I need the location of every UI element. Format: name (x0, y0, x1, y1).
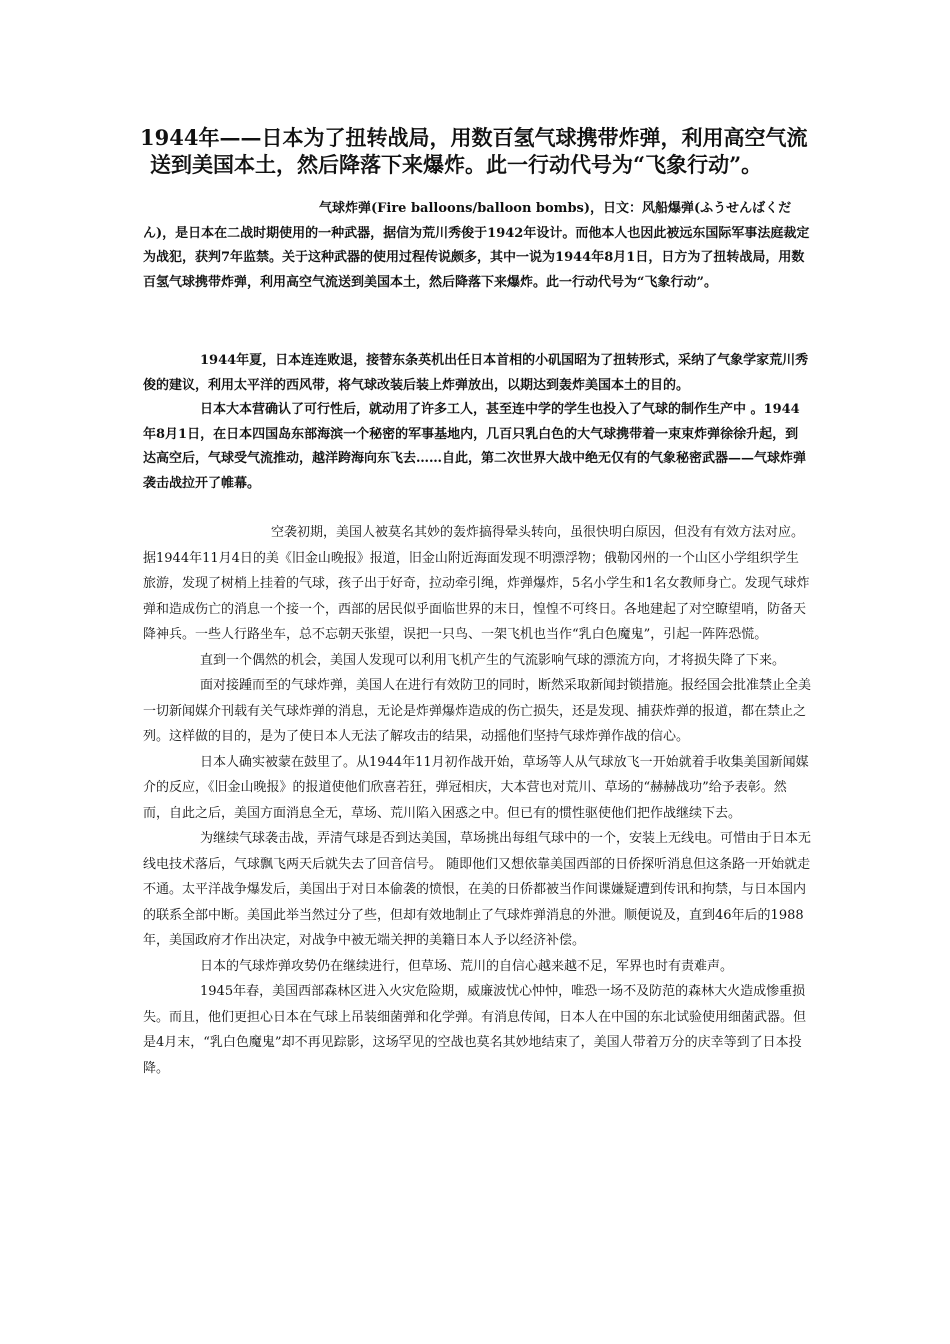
document-title (140, 124, 820, 178)
paragraph: 直到一个偶然的机会，美国人发现可以利用飞机产生的气流影响气球的漂流方向，才将损失降了下来。 (200, 652, 786, 668)
intro-paragraph: 气球炸弹(Fire balloons/balloon bombs)，日文：风船爆弹(ふうせんばくだん)，是日本在二战时期使用的一种武器，据信为荒川秀俊于1942年设计。而他本人也因此被远东国际军事法庭裁定为战犯，获判7年监禁。关于这种武器的使用过程传说颇多，其中一说为1944年8月1日，日方为了扭转战局，用数百氢气球携带炸弹，利用高空气流送到美国本土，然后降落下来爆炸。此一行动代号为“飞象行动”。 (143, 201, 810, 290)
paragraph: 为继续气球袭击战，弄清气球是否到达美国，草场挑出每组气球中的一个，安装上无线电。可惜由于日本无线电技术落后，气球飘飞两天后就失去了回音信号。 随即他们又想依靠美国西部的日侨探听消息但这条路一开始就走不通。太平洋战争爆发后，美国出于对日本偷袭的愤恨，在美的日侨都被当作间谍嫌疑遭到传讯和拘禁，与日本国内的联系全部中断。美国此举当然过分了些，但却有效地制止了气球炸弹消息的外泄。顺便说及，直到46年后的1988年，美国政府才作出决定，对战争中被无端关押的美籍日本人予以经济补偿。 (143, 831, 812, 948)
title-line-2: 送到美国本土，然后降落下来爆炸。此一行动代号为“飞象行动”。 (150, 152, 763, 177)
title-line-1: 1944年——日本为了扭转战局，用数百氢气球携带炸弹，利用高空气流 (140, 125, 808, 150)
paragraph: 日本大本营确认了可行性后，就动用了许多工人，甚至连中学的学生也投入了气球的制作生产中 。1944年8月1日，在日本四国岛东部海滨一个秘密的军事基地内，几百只乳白色的大气球携带着一束束炸弹徐徐升起，到达高空后，气球受气流推动，越洋跨海向东飞去……自此，第二次世界大战中绝无仅有的气象秘密武器——气球炸弹袭击战拉开了帷幕。 (143, 402, 807, 491)
paragraph: 1945年春，美国西部森林区进入火灾危险期，威廉波忧心忡忡，唯恐一场不及防范的森林大火造成惨重损失。而且，他们更担心日本在气球上吊装细菌弹和化学弹。有消息传闻，日本人在中国的东北试验使用细菌武器。但是4月末，“乳白色魔鬼”却不再见踪影，这场罕见的空战也莫名其妙地结束了，美国人带着万分的庆幸等到了日本投降。 (143, 984, 807, 1076)
paragraph: 日本人确实被蒙在鼓里了。从1944年11月初作战开始，草场等人从气球放飞一开始就着手收集美国新闻媒介的反应，《旧金山晚报》的报道使他们欣喜若狂，弹冠相庆，大本营也对荒川、草场的“赫赫战功”给予表彰。然而，自此之后，美国方面消息全无，草场、荒川陷入困惑之中。但已有的惯性驱使他们把作战继续下去。 (143, 754, 809, 821)
paragraph: 面对接踵而至的气球炸弹，美国人在进行有效防卫的同时，断然采取新闻封锁措施。报经国会批准禁止全美一切新闻媒介刊载有关气球炸弹的消息，无论是炸弹爆炸造成的伤亡损失，还是发现、捕获炸弹的报道，都在禁止之列。这样做的目的，是为了使日本人无法了解攻击的结果，动摇他们坚持气球炸弹作战的信心。 (143, 678, 812, 744)
paragraph: 日本的气球炸弹攻势仍在继续进行，但草场、荒川的自信心越来越不足，军界也时有责难声。 (200, 958, 734, 974)
paragraph: 1944年夏，日本连连败退，接替东条英机出任日本首相的小矶国昭为了扭转形式，采纳了气象学家荒川秀俊的建议，利用太平洋的西风带，将气球改装后装上炸弹放出，以期达到轰炸美国本土的目的。 (143, 353, 809, 393)
body-section (143, 520, 811, 1081)
paragraph: 空袭初期，美国人被莫名其妙的轰炸搞得晕头转向，虽很快明白原因，但没有有效方法对应。据1944年11月4日的美《旧金山晚报》报道，旧金山附近海面发现不明漂浮物；俄勒冈州的一个山区小学组织学生旅游，发现了树梢上挂着的气球，孩子出于好奇，拉动牵引绳，炸弹爆炸，5名小学生和1名女教师身亡。发现气球炸弹和造成伤亡的消息一个接一个，西部的居民似乎面临世界的末日，惶惶不可终日。各地建起了对空瞭望哨，防备天降神兵。一些人行路坐车，总不忘朝天张望，误把一只鸟、一架飞机也当作“乳白色魔鬼”，引起一阵阵恐慌。 (143, 525, 810, 642)
bold-section (143, 349, 811, 496)
